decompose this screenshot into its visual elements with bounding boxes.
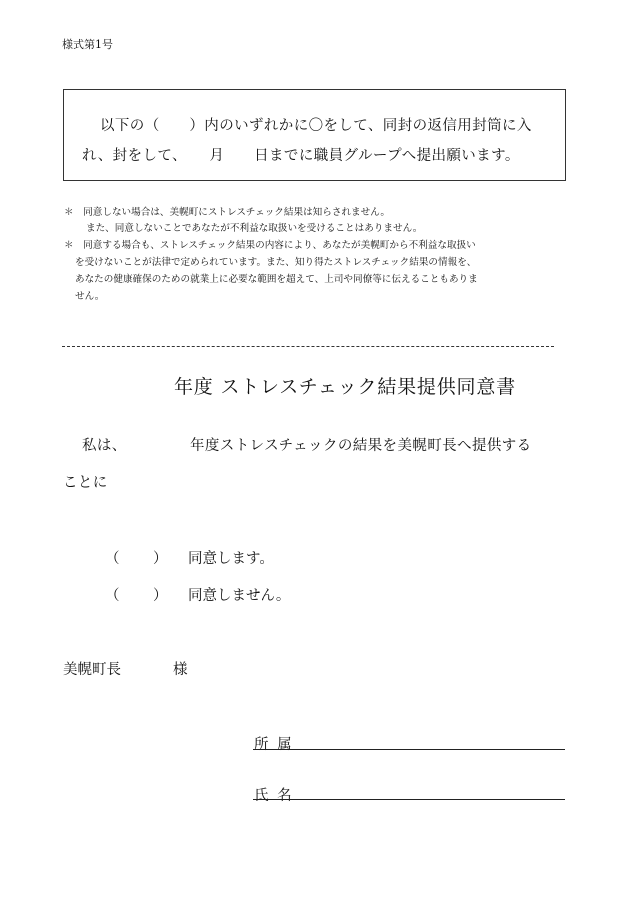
honorific: 様 xyxy=(173,662,188,678)
agree-option-label: 同意します。 xyxy=(188,551,274,567)
consent-form-title: 年度 ストレスチェック結果提供同意書 xyxy=(174,376,516,398)
instruction-line-1: 以下の（ ）内のいずれかに〇をして、同封の返信用封筒に入 xyxy=(100,118,532,134)
note-line-1: ＊ 同意しない場合は、美幌町にストレスチェック結果は知らされません。 xyxy=(64,207,390,218)
disagree-option-close-paren[interactable]: ） xyxy=(153,588,168,604)
consent-body-line-2: ことに xyxy=(63,475,108,491)
note-line-3: ＊ 同意する場合も、ストレスチェック結果の内容により、あなたが美幌町から不利益な取扱い xyxy=(64,240,476,251)
disagree-option-label: 同意しません。 xyxy=(188,588,291,604)
cut-line-divider xyxy=(62,346,554,347)
addressee: 美幌町長 xyxy=(63,662,121,678)
disagree-option-open-paren[interactable]: （ xyxy=(105,588,120,604)
note-line-6: せん。 xyxy=(75,291,105,302)
consent-body-line-1: 年度ストレスチェックの結果を美幌町長へ提供する xyxy=(190,438,532,454)
instruction-line-2: れ、封をして、 月 日までに職員グループへ提出願います。 xyxy=(82,148,520,164)
consent-body-prefix: 私は、 xyxy=(82,438,127,454)
name-label: 氏 名 xyxy=(254,788,294,804)
agree-option-close-paren[interactable]: ） xyxy=(153,551,168,567)
form-number: 様式第1号 xyxy=(62,38,113,51)
note-line-4: を受けないことが法律で定められています。また、知り得たストレスチェック結果の情報を、 xyxy=(75,257,477,268)
instruction-box xyxy=(63,89,566,181)
agree-option-open-paren[interactable]: （ xyxy=(105,551,120,567)
name-field[interactable] xyxy=(253,799,565,800)
note-line-5: あなたの健康確保のための就業上に必要な範囲を超えて、上司や同僚等に伝えることもありま xyxy=(75,274,478,285)
affiliation-label: 所 属 xyxy=(254,737,294,753)
affiliation-field[interactable] xyxy=(253,749,565,750)
note-line-2: また、同意しないことであなたが不利益な取扱いを受けることはありません。 xyxy=(86,223,423,234)
